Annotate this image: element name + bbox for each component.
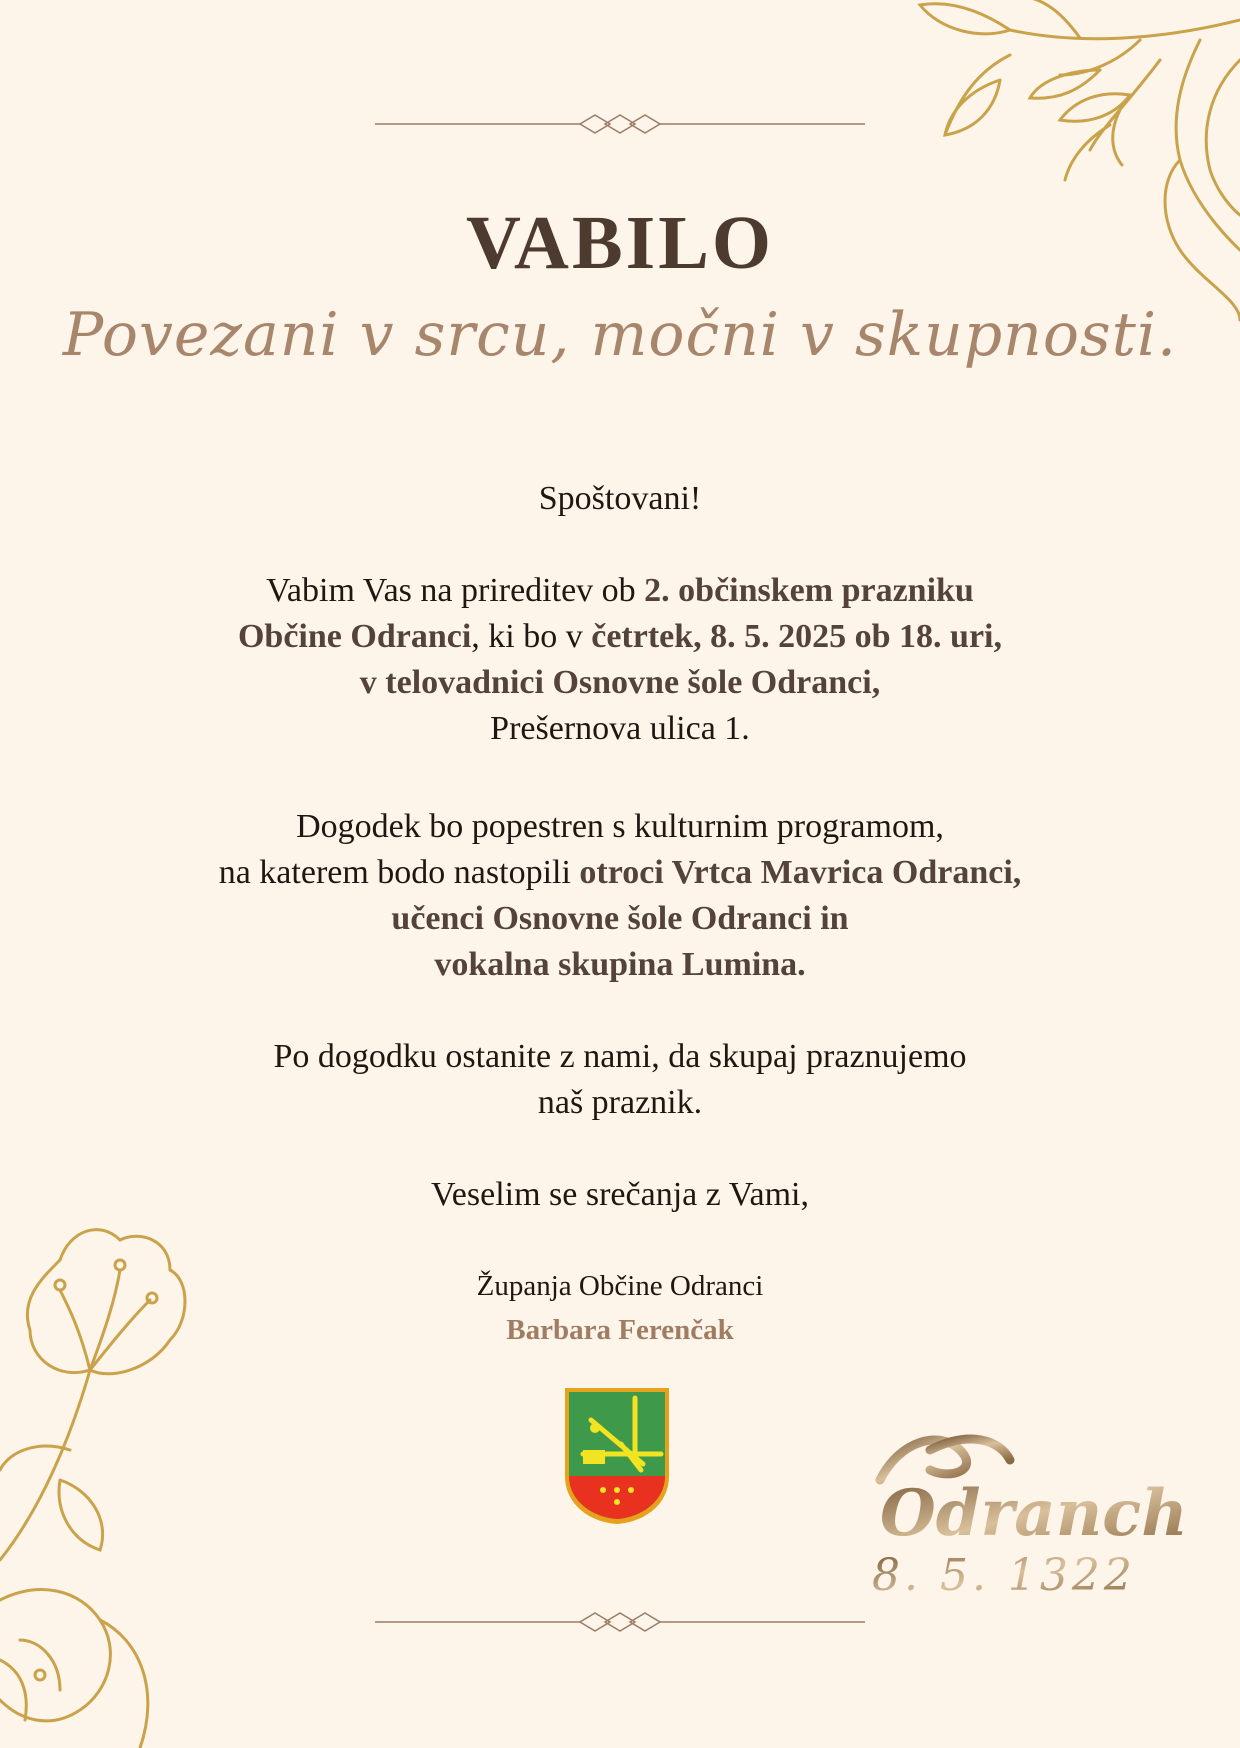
- para2-d: učenci Osnovne šole Odranci in: [391, 900, 849, 937]
- page-title: VABILO: [465, 201, 775, 285]
- para1-c: Občine Odranci: [237, 618, 472, 655]
- paragraph-program: [60, 804, 1180, 988]
- closing: [60, 1172, 1180, 1218]
- coat-of-arms-icon: [561, 1384, 673, 1526]
- para3-b: naš praznik.: [537, 1084, 703, 1121]
- bottom-divider-icon: [375, 1610, 865, 1634]
- tagline: Povezani v srcu, močni v skupnosti.: [62, 300, 1178, 370]
- greeting-text: Spoštovani!: [538, 480, 702, 517]
- para3-a: Po dogodku ostanite z nami, da skupaj praznujemo: [273, 1038, 967, 1075]
- signer-name: Barbara Ferenčak: [506, 1314, 734, 1346]
- paragraph-after-event: [60, 1034, 1180, 1126]
- para1-f: v telovadnici Osnovne šole Odranci,: [359, 664, 881, 701]
- para1-d: , ki bo v: [471, 618, 592, 655]
- closing-text: Veselim se srečanja z Vami,: [431, 1176, 809, 1213]
- para1-a: Vabim Vas na prireditev ob: [266, 572, 645, 609]
- greeting: [60, 476, 1180, 522]
- para1-g: Prešernova ulica 1.: [490, 710, 750, 747]
- para2-b: na katerem bodo nastopili: [218, 854, 580, 891]
- signature-block: [60, 1264, 1180, 1352]
- top-divider-icon: [375, 112, 865, 136]
- para1-b: 2. občinskem prazniku: [644, 572, 974, 609]
- seal-date: 8. 5. 1322: [872, 1550, 1136, 1600]
- seal-word: Odranch: [880, 1476, 1188, 1551]
- para2-a: Dogodek bo popestren s kulturnim programom,: [296, 808, 944, 845]
- historical-signature-seal: [860, 1420, 1200, 1600]
- para1-e: četrtek, 8. 5. 2025 ob 18. uri,: [591, 618, 1003, 655]
- para2-e: vokalna skupina Lumina.: [434, 946, 806, 983]
- signer-role: Županja Občine Odranci: [476, 1270, 764, 1302]
- paragraph-invitation: [60, 568, 1180, 752]
- para2-c: otroci Vrtca Mavrica Odranci,: [579, 854, 1022, 891]
